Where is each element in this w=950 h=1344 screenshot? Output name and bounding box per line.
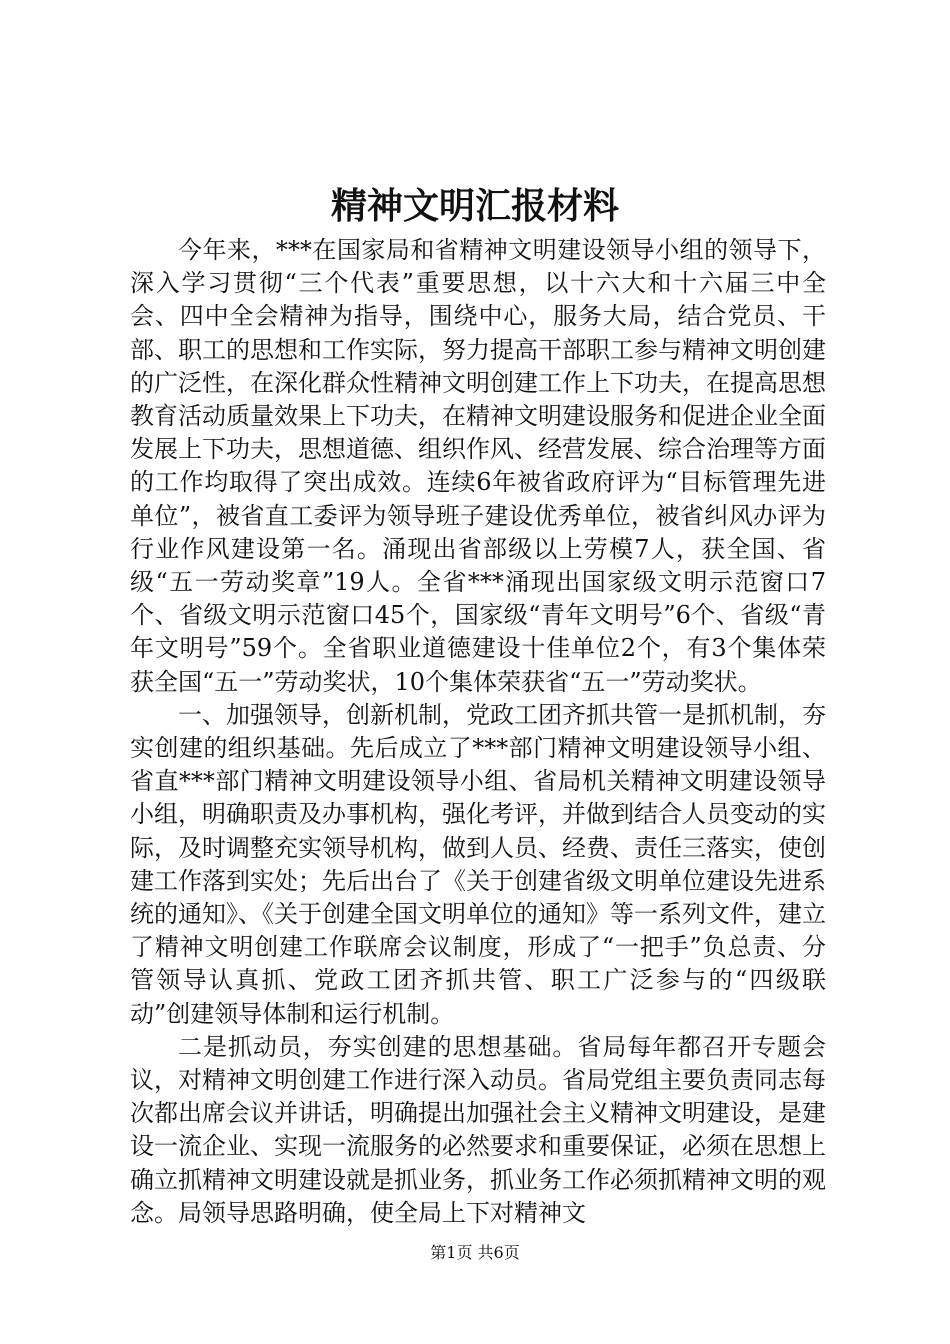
document-body (130, 234, 826, 1230)
paragraph-intro: 今年来，***在国家局和省精神文明建设领导小组的领导下，深入学习贯彻“三个代表”重要思想，以十六大和十六届三中全会、四中全会精神为指导，围绕中心，服务大局，结合党员、干部、职工的思想和工作实际，努力提高干部职工参与精神文明创建的广泛性，在深化群众性精神文明创建工作上下功夫，在提高思想教育活动质量效果上下功夫，在精神文明建设服务和促进企业全面发展上下功夫，思想道德、组织作风、经营发展、综合治理等方面的工作均取得了突出成效。连续6年被省政府评为“目标管理先进单位”，被省直工委评为领导班子建设优秀单位，被省纠风办评为行业作风建设第一名。涌现出省部级以上劳模7人，获全国、省级“五一劳动奖章”19人。全省***涌现出国家级文明示范窗口7个、省级文明示范窗口45个，国家级“青年文明号”6个、省级“青年文明号”59个。全省职业道德建设十佳单位2个，有3个集体荣获全国“五一”劳动奖状，10个集体荣获省“五一”劳动奖状。 (130, 236, 826, 696)
paragraph-leadership: 一、加强领导，创新机制，党政工团齐抓共管一是抓机制，夯实创建的组织基础。先后成立了***部门精神文明建设领导小组、省直***部门精神文明建设领导小组、省局机关精神文明建设领导小组，明确职责及办事机构，强化考评，并做到结合人员变动的实际，及时调整充实领导机构，做到人员、经费、责任三落实，使创建工作落到实处；先后出台了《关于创建省级文明单位建设先进系统的通知》、《关于创建全国文明单位的通知》等一系列文件，建立了精神文明创建工作联席会议制度，形成了“一把手”负总责、分管领导认真抓、党政工团齐抓共管、职工广泛参与的“四级联动”创建领导体制和运行机制。 (130, 700, 826, 1028)
page-footer: 第1页 共6页 (430, 1243, 520, 1262)
document-title: 精神文明汇报材料 (330, 185, 619, 227)
paragraph-mobilization: 二是抓动员，夯实创建的思想基础。省局每年都召开专题会议，对精神文明创建工作进行深入动员。省局党组主要负责同志每次都出席会议并讲话，明确提出加强社会主义精神文明建设，是建设一流企业、实现一流服务的必然要求和重要保证，必须在思想上确立抓精神文明建设就是抓业务，抓业务工作必须抓精神文明的观念。局领导思路明确，使全局上下对精神文 (130, 1032, 826, 1227)
